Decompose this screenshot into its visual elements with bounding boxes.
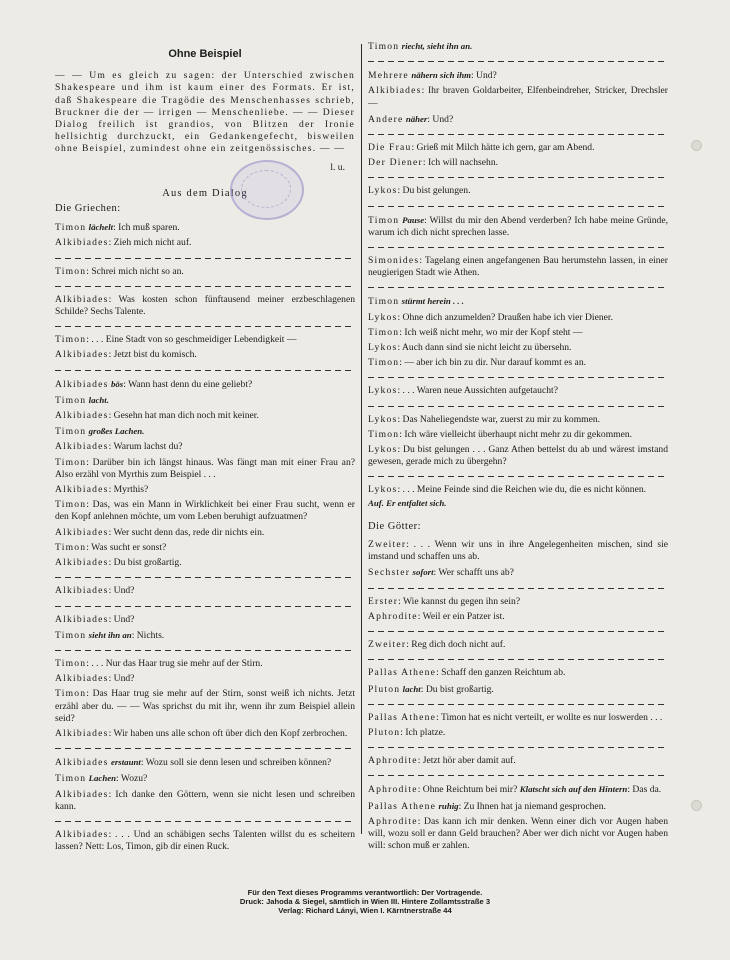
dialog-line <box>368 667 668 679</box>
dialog-line <box>368 113 668 126</box>
dash-separator <box>368 742 668 752</box>
dialog-line <box>55 457 355 481</box>
speaker: Aphrodite <box>368 610 418 622</box>
line-text: : Ihr braven Goldarbeiter, Elfenbeindreher, Stricker, Drechsler — <box>368 85 668 109</box>
dash-separator <box>55 253 355 263</box>
line-text: : Du bist gelungen. <box>397 185 471 197</box>
library-stamp <box>230 160 304 220</box>
dash-separator <box>368 401 668 411</box>
group-heading-gods: Die Götter: <box>368 520 422 532</box>
dialog-line <box>368 255 668 279</box>
line-text: : Schrei mich nicht so an. <box>86 265 184 277</box>
dialog-line <box>368 414 668 426</box>
imprint <box>140 888 590 916</box>
speaker: Aphrodite <box>368 784 418 796</box>
signature: l. u. <box>330 161 345 173</box>
stage-direction: erstaunt <box>110 757 141 768</box>
dash-separator <box>55 816 355 826</box>
dialog-line <box>55 772 355 785</box>
dialog-subtitle: Aus dem Dialog <box>162 187 248 199</box>
stage-direction: stürmt herein . . . <box>401 296 464 307</box>
dialog-line <box>55 221 355 234</box>
speaker: Timon <box>55 499 87 511</box>
speaker: Lykos <box>368 311 398 323</box>
dialog-line <box>368 385 668 397</box>
dash-separator <box>368 471 668 481</box>
dialog-line <box>55 829 355 853</box>
stage-direction: riecht, sieht ihn an. <box>401 41 473 51</box>
line-text: : Das da. <box>627 784 662 796</box>
speaker: Timon <box>55 688 87 700</box>
speaker: Alkibiades <box>55 378 109 390</box>
dialog-line <box>368 85 668 109</box>
dash-separator <box>368 583 668 593</box>
speaker: Timon <box>55 222 87 234</box>
line-text: : Ich muß sparen. <box>113 222 180 234</box>
dialog-line <box>55 585 355 597</box>
dash-separator <box>368 282 668 292</box>
speaker: Aphrodite <box>368 815 418 827</box>
line-text: : Das, was ein Mann in Wirklichkeit bei einer Frau sucht, wenn er den Kopf anlehnen möchte, um vom Leben beruhigt aufzuatmen? <box>55 499 355 523</box>
line-text: : Und? <box>470 70 497 82</box>
dialog-line <box>368 40 668 53</box>
dialog-line <box>368 683 668 696</box>
dialog-line <box>368 214 668 239</box>
line-text: : Darüber bin ich längst hinaus. Was fängt man mit einer Frau an? Also erzähl von Myrthis zum Beispiel . . . <box>55 456 355 480</box>
speaker: Zweiter <box>368 539 407 551</box>
speaker: Timon <box>368 296 400 308</box>
dash-separator <box>368 654 668 664</box>
line-text: : Du bist gelungen . . . Ganz Athen bettelst du ab und wärest imstand gewesen, gerade mich zu übergehn? <box>368 444 668 468</box>
dialog-line <box>55 237 355 249</box>
speaker: Lykos <box>368 484 398 496</box>
speaker: Timon <box>55 773 87 785</box>
stage-direction: Lachen <box>88 773 117 784</box>
line-text: : Was sucht er sonst? <box>86 541 167 553</box>
speaker: Timon <box>368 214 400 226</box>
speaker: Alkibiades <box>55 828 109 840</box>
line-text: : Auch dann sind sie nicht leicht zu übersehn. <box>397 342 572 354</box>
speaker: Alkibiades <box>55 441 109 453</box>
speaker: Alkibiades <box>368 85 422 97</box>
stage-direction: großes Lachen. <box>88 426 145 437</box>
line-text: : Das Haar trug sie mehr auf der Stirn, sonst weiß ich nichts. Jetzt erzähl aber du. — — Was sprichst du mit ihr, wenn ihr zum Beispiel allein seid? <box>55 688 355 724</box>
stage-direction: sieht ihn an <box>88 629 132 640</box>
imprint-line: Für den Text dieses Programms verantwortlich: Der Vortragende. <box>247 888 483 897</box>
dialog-line <box>368 69 668 82</box>
speaker: Lykos <box>368 185 398 197</box>
speaker: Alkibiades <box>55 237 109 249</box>
stage-direction: nähern sich ihm <box>411 70 471 81</box>
speaker: Sechster <box>368 567 411 579</box>
speaker: Timon <box>55 265 87 277</box>
speaker: Alkibiades <box>55 349 109 361</box>
speaker: Lykos <box>368 413 398 425</box>
dialog-line <box>368 712 668 724</box>
line-text: : . . . Eine Stadt von so geschmeidiger Lebendigkeit — <box>86 334 297 346</box>
speaker: Lykos <box>368 342 398 354</box>
line-text: : Ich platze. <box>400 726 446 738</box>
line-text: : Ich wäre vielleicht überhaupt nicht mehr zu dir gekommen. <box>399 428 633 440</box>
dialog-line <box>368 342 668 354</box>
speaker: Der Diener <box>368 157 423 169</box>
dialog-line <box>55 542 355 554</box>
line-text: : Nichts. <box>131 629 165 641</box>
line-text: : Weil er ein Patzer ist. <box>417 610 505 622</box>
dialog-line <box>55 378 355 391</box>
dialog-line <box>55 629 355 642</box>
line-text: : Schaff den ganzen Reichtum ab. <box>436 667 566 679</box>
left-dialog <box>55 221 355 853</box>
stage-direction: lacht <box>402 683 421 694</box>
dialog-line <box>55 728 355 740</box>
group-heading-greeks: Die Griechen: <box>55 203 121 215</box>
line-text: : Wir haben uns alle schon oft über dich den Kopf zerbrochen. <box>108 727 348 739</box>
speaker: Alkibiades <box>55 757 109 769</box>
page <box>55 40 687 853</box>
line-text: : Wozu soll sie denn lesen und schreiben können? <box>140 757 332 769</box>
dialog-line <box>55 614 355 626</box>
dialog-line <box>368 429 668 441</box>
speaker: Timon <box>368 326 400 338</box>
line-text: : Und? <box>108 673 135 685</box>
dialog-line <box>368 327 668 339</box>
dialog-line <box>55 334 355 346</box>
line-text: : . . . Meine Feinde sind die Reichen wie du, die es nicht können. <box>397 484 647 496</box>
speaker: Alkibiades <box>55 613 109 625</box>
line-text: : Das kann ich mir denken. Wenn einer dich vor Augen haben will, wozu soll er dann Geld brauchen? Aber wer dich nicht vor Augen haben will: schon muß er zahlen. <box>368 815 668 852</box>
dialog-line <box>368 800 668 813</box>
speaker: Simonides <box>368 255 420 267</box>
dialog-line <box>368 312 668 324</box>
dialog-line <box>368 295 668 308</box>
speaker: Alkibiades <box>55 585 109 597</box>
line-text: : Jetzt bist du komisch. <box>108 349 197 361</box>
stage-direction: ruhig <box>438 800 459 811</box>
line-text: : . . . Wenn wir uns in ihre Angelegenheiten mischen, sind sie imstand und schaffen uns ab. <box>368 539 668 563</box>
dialog-line <box>55 294 355 318</box>
dialog-line <box>55 756 355 769</box>
speaker: Pallas Athene <box>368 711 437 723</box>
dialog-line <box>55 484 355 496</box>
stage-direction: Klatscht sich auf den Hintern <box>519 784 628 795</box>
speaker: Alkibiades <box>55 526 109 538</box>
dialog-line <box>368 611 668 623</box>
dialog-line <box>55 410 355 422</box>
dash-separator <box>368 372 668 382</box>
dash-separator <box>368 129 668 139</box>
speaker: Erster <box>368 595 399 607</box>
line-text: : . . . Und an schäbigen sechs Talenten willst du es scheitern lassen? Nett: Los, Timon, gib dir einen Ruck. <box>55 828 355 853</box>
line-text: : Warum lachst du? <box>108 441 183 453</box>
speaker: Zweiter <box>368 639 407 651</box>
column-divider <box>361 44 362 834</box>
right-dialog-gods <box>368 539 668 852</box>
speaker: Mehrere <box>368 70 409 82</box>
right-column <box>368 40 668 855</box>
line-text: : Zu Ihnen hat ja niemand gesprochen. <box>458 800 606 812</box>
line-text: : Ich danke den Göttern, wenn sie nicht lesen und schreiben kann. <box>55 788 355 812</box>
dialog-line <box>368 185 668 197</box>
speaker: Lykos <box>368 444 398 456</box>
speaker: Alkibiades <box>55 410 109 422</box>
dialog-line <box>368 566 668 579</box>
line-text: : Ohne Reichtum bei mir? <box>417 784 518 796</box>
speaker: Pluton <box>368 683 401 695</box>
imprint-line: Verlag: Richard Lányi, Wien I. Kärntnerstraße 44 <box>278 906 452 916</box>
line-text: : Willst du mir den Abend verderben? Ich habe meine Gründe, warum ich dich nicht sprechen lasse. <box>368 214 668 238</box>
dash-separator <box>368 201 668 211</box>
dash-separator <box>55 281 355 291</box>
line-text: : Du bist großartig. <box>108 557 182 569</box>
speaker: Timon <box>55 394 87 406</box>
speaker: Die Frau <box>368 142 412 154</box>
dialog-line <box>55 425 355 438</box>
speaker: Timon <box>368 428 400 440</box>
dialog-line <box>55 394 355 407</box>
line-text: : Jetzt hör aber damit auf. <box>417 755 516 767</box>
line-text: : Wozu? <box>116 773 148 785</box>
line-text: : Tagelang einen angefangenen Bau herumstehn lassen, in einer neugierigen Stadt wie Athen. <box>368 255 668 279</box>
line-text: : Wer schafft uns ab? <box>433 567 514 579</box>
speaker: Pluton <box>368 726 401 738</box>
line-text: : Was kosten schon fünftausend meiner erzbeschlagenen Schilde? Sechs Talente. <box>55 293 355 318</box>
punch-hole <box>691 800 702 811</box>
line-text: : Myrthis? <box>108 484 149 496</box>
imprint-line: Druck: Jahoda & Siegel, sämtlich in Wien III. Hintere Zollamtsstraße 3 <box>239 897 491 907</box>
dialog-line <box>55 658 355 670</box>
dialog-line <box>55 527 355 539</box>
dash-separator <box>55 601 355 611</box>
stage-direction: Pause <box>402 214 425 225</box>
speaker: Alkibiades <box>55 293 109 305</box>
line-text: : Gesehn hat man dich noch mit keiner. <box>108 410 259 422</box>
dialog-line <box>368 783 668 796</box>
speaker: Alkibiades <box>55 727 109 739</box>
dialog-line <box>55 673 355 685</box>
dialog-line <box>55 557 355 569</box>
dialog-line <box>55 441 355 453</box>
stage-direction: bös <box>110 378 124 389</box>
line-text: : Reg dich doch nicht auf. <box>406 639 506 651</box>
dialog-line <box>55 789 355 813</box>
dialog-line <box>368 484 668 509</box>
speaker: Timon <box>55 456 87 468</box>
line-text: : . . . Nur das Haar trug sie mehr auf der Stirn. <box>86 657 263 669</box>
speaker: Timon <box>55 657 87 669</box>
dialog-line <box>368 444 668 468</box>
stage-direction: lächelt <box>88 222 114 233</box>
line-text: : Ich weiß nicht mehr, wo mir der Kopf steht — <box>399 326 583 338</box>
speaker: Timon <box>55 426 87 438</box>
line-text: : Und? <box>108 613 135 625</box>
speaker: Alkibiades <box>55 557 109 569</box>
dialog-line <box>55 499 355 523</box>
dialog-line <box>368 539 668 563</box>
line-text: : Wie kannst du gegen ihn sein? <box>398 595 521 607</box>
speaker: Timon <box>55 541 87 553</box>
line-text: : . . . Waren neue Aussichten aufgetaucht? <box>397 385 558 397</box>
line-text: : Wer sucht denn das, rede dir nichts ein. <box>108 526 265 538</box>
dialog-line <box>368 727 668 739</box>
dialog-line <box>368 816 668 853</box>
dialog-line <box>368 142 668 154</box>
speaker: Pallas Athene <box>368 667 437 679</box>
dash-separator <box>55 743 355 753</box>
article-title: Ohne Beispiel <box>168 48 242 60</box>
dash-separator <box>55 572 355 582</box>
speaker: Alkibiades <box>55 484 109 496</box>
dialog-line <box>368 157 668 169</box>
dialog-line <box>55 688 355 725</box>
line-text: : Timon hat es nicht verteilt, er wollte es nur loswerden . . . <box>436 711 663 723</box>
dash-separator <box>55 321 355 331</box>
speaker: Timon <box>55 629 87 641</box>
line-text: : — aber ich bin zu dir. Nur darauf kommt es an. <box>399 357 587 369</box>
right-dialog <box>368 40 668 510</box>
line-text: : Das Naheliegendste war, zuerst zu mir zu kommen. <box>397 413 601 425</box>
line-text: : Und? <box>108 585 135 597</box>
speaker: Lykos <box>368 385 398 397</box>
dash-separator <box>368 699 668 709</box>
line-text: : Wann hast denn du eine geliebt? <box>123 378 253 390</box>
dash-separator <box>368 770 668 780</box>
dialog-line <box>55 349 355 361</box>
speaker: Alkibiades <box>55 788 109 800</box>
speaker: Timon <box>368 41 400 52</box>
speaker: Alkibiades <box>55 673 109 685</box>
dash-separator <box>368 172 668 182</box>
intro-paragraph: — — Um es gleich zu sagen: der Unterschied zwischen Shakespeare und ihm ist kaum einer des Formats. Er ist, daß Shakespeare die Tragödie des Menschenhasses schrieb, Bruckner die der — irrigen — Menschenliebe. — — Dieser Dialog freilich ist grandios, von Blitzen der Ironie hellsichtig durchzuckt, ein Gedankengefecht, bisweilen ohne Beispiel, zumindest ohne ein zeitgenössisches. — — <box>55 70 355 155</box>
stage-direction: sofort <box>412 567 434 578</box>
line-text: : Grieß mit Milch hätte ich gern, gar am Abend. <box>411 142 595 154</box>
stage-direction: näher <box>405 113 428 124</box>
dialog-line <box>368 639 668 651</box>
speaker: Timon <box>55 334 87 346</box>
stage-direction: lacht. <box>88 394 109 405</box>
stage-direction: Auf. Er entfaltet sich. <box>368 497 447 508</box>
left-column <box>55 40 355 856</box>
line-text: : Zieh mich nicht auf. <box>108 237 192 249</box>
dialog-line <box>368 755 668 767</box>
dash-separator <box>55 365 355 375</box>
dialog-line <box>55 266 355 278</box>
dash-separator <box>368 56 668 66</box>
line-text: : Ohne dich anzumelden? Draußen habe ich vier Diener. <box>397 311 613 323</box>
line-text: : Und? <box>427 113 454 125</box>
dash-separator <box>368 626 668 636</box>
dash-separator <box>368 242 668 252</box>
dialog-line <box>368 596 668 608</box>
dialog-line <box>368 357 668 369</box>
speaker: Pallas Athene <box>368 800 437 812</box>
punch-hole <box>691 140 702 151</box>
dash-separator <box>55 645 355 655</box>
line-text: : Ich will nachsehn. <box>422 157 499 169</box>
speaker: Timon <box>368 357 400 369</box>
speaker: Aphrodite <box>368 755 418 767</box>
speaker: Andere <box>368 113 404 125</box>
line-text: : Du bist großartig. <box>420 683 494 695</box>
